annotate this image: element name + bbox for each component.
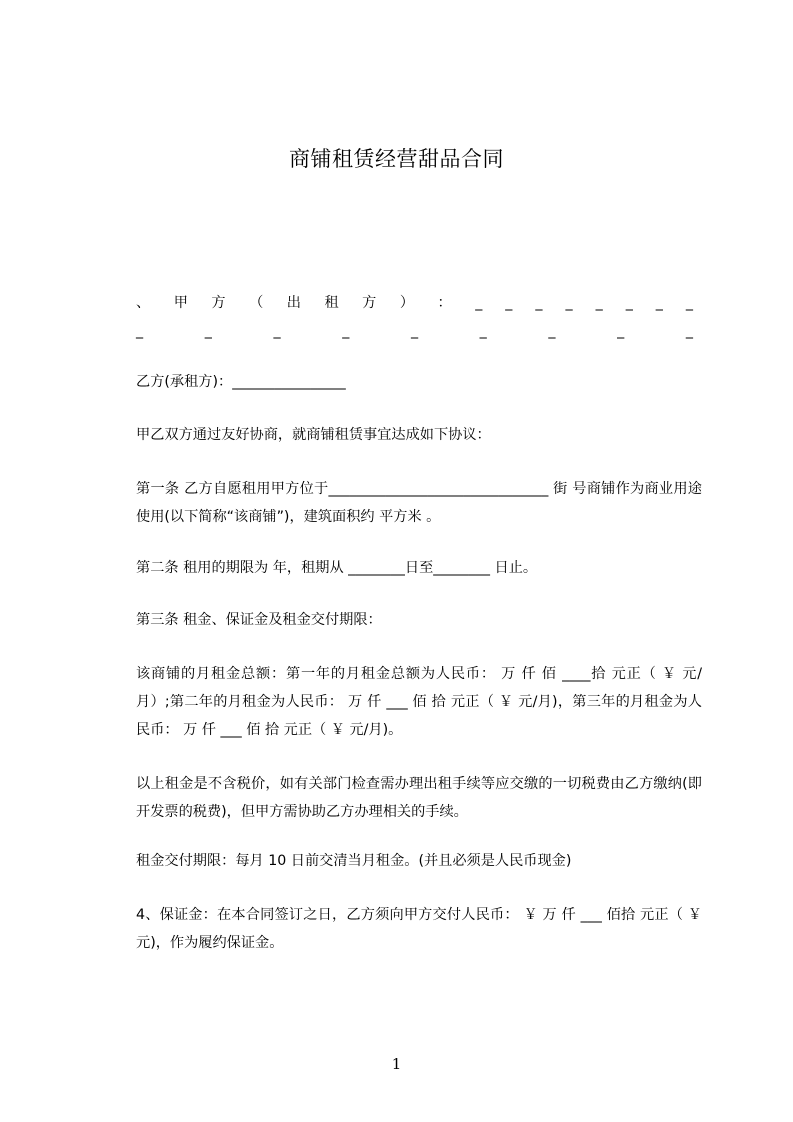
party-a-line: 、 甲 方 （ 出 租 方 ） ： _ _ _ _ _ _ _ _ _ _ _ _ _ _ _ _ _ bbox=[136, 295, 702, 339]
page-number: 1 bbox=[391, 1055, 402, 1073]
rent-amount-paragraph: 该商铺的月租金总额：第一年的月租金总额为人民币： 万 仟 佰 ____拾 元正（ ￥ 元/月）;第二年的月租金为人民币： 万 仟 ___ 佰 拾 元正（ ￥ 元/月)，第三年的月租金为人民币： 万 仟 ___ 佰 拾 元正（ ￥ 元/月)。 bbox=[136, 666, 702, 738]
tax-clause-paragraph: 以上租金是不含税价，如有关部门检查需办理出租手续等应交缴的一切税费由乙方缴纳(即开发票的税费)，但甲方需协助乙方办理相关的手续。 bbox=[136, 776, 702, 820]
party-b-line: 乙方(承租方)：________________ bbox=[136, 374, 346, 390]
deposit-paragraph: 4、保证金：在本合同签订之日，乙方须向甲方交付人民币： ￥ 万 仟 ___ 佰拾 元正（ ￥ 元)，作为履约保证金。 bbox=[136, 907, 702, 951]
article-2-paragraph: 第二条 租用的期限为 年，租期从 ________日至________ 日止。 bbox=[136, 560, 538, 576]
intro-paragraph: 甲乙双方通过友好协商，就商铺租赁事宜达成如下协议： bbox=[136, 427, 491, 443]
article-3-heading: 第三条 租金、保证金及租金交付期限： bbox=[136, 612, 382, 628]
article-1-paragraph: 第一条 乙方自愿租用甲方位于_______________________________ 街 号商铺作为商业用途使用(以下简称“该商铺”)，建筑面积约 平方米 。 bbox=[136, 481, 702, 525]
payment-deadline-paragraph: 租金交付期限：每月 10 日前交清当月租金。(并且必须是人民币现金) bbox=[136, 853, 572, 869]
document-title: 商铺租赁经营甜品合同 bbox=[289, 147, 504, 171]
